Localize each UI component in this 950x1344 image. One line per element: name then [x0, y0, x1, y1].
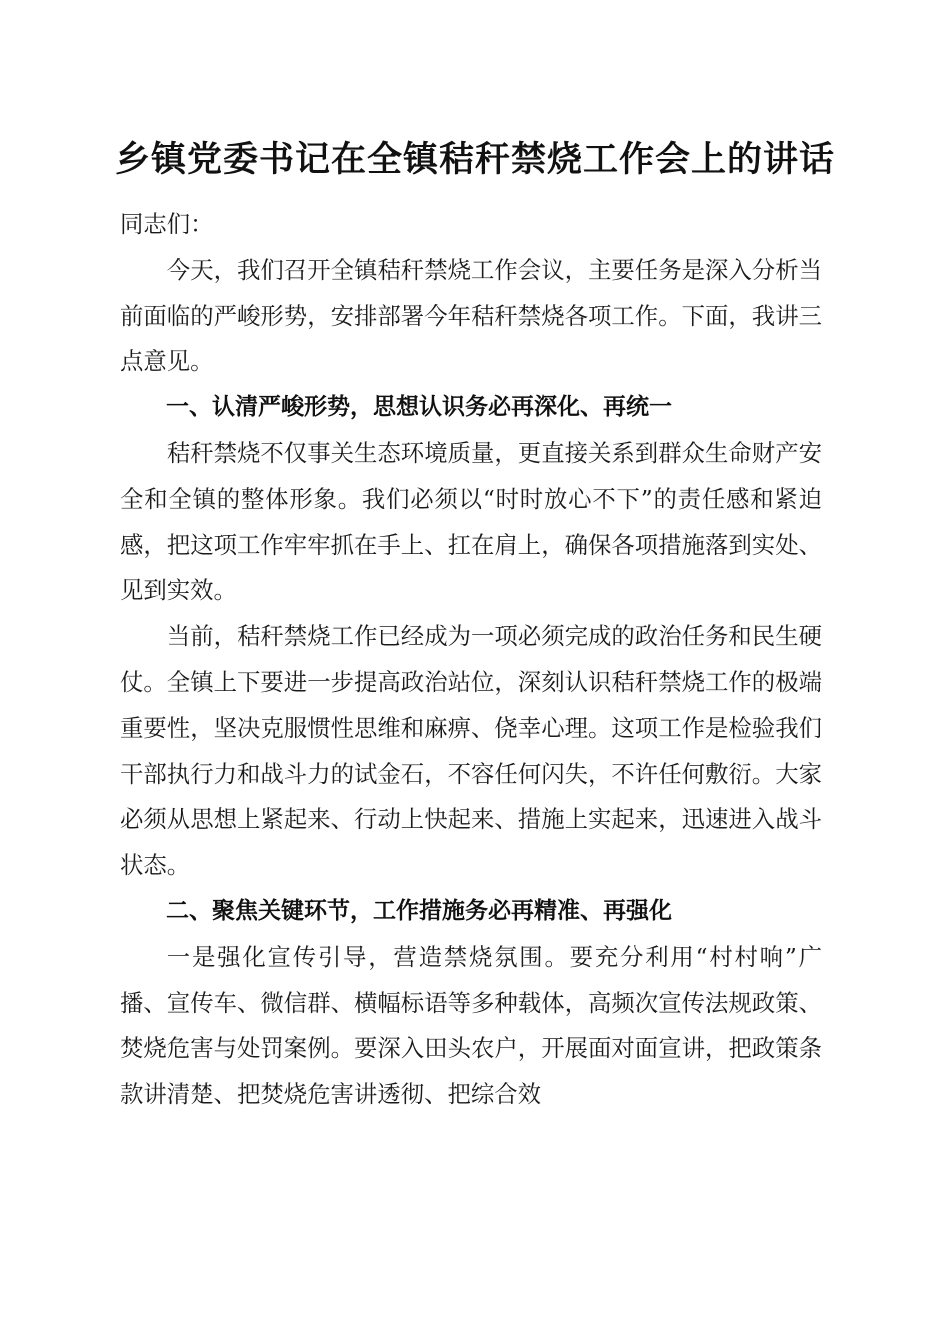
paragraph-section2-a: 一是强化宣传引导，营造禁烧氛围。要充分利用“村村响”广播、宣传车、微信群、横幅标语等多种载体，高频次宣传法规政策、焚烧危害与处罚案例。要深入田头农户，开展面对面宣讲，把政策条款讲清楚、把焚烧危害讲透彻、把综合效 — [120, 942, 822, 1109]
document-body — [120, 202, 822, 1118]
paragraph-section1-b: 当前，秸秆禁烧工作已经成为一项必须完成的政治任务和民生硬仗。全镇上下要进一步提高政治站位，深刻认识秸秆禁烧工作的极端重要性，坚决克服惯性思维和麻痹、侥幸心理。这项工作是检验我们干部执行力和战斗力的试金石，不容任何闪失，不许任何敷衍。大家必须从思想上紧起来、行动上快起来、措施上实起来，迅速进入战斗状态。 — [120, 622, 822, 880]
section-heading-2: 二、聚焦关键环节，工作措施务必再精准、再强化 — [166, 897, 672, 924]
salutation: 同志们： — [120, 210, 214, 238]
paragraph-section1-a: 秸秆禁烧不仅事关生态环境质量，更直接关系到群众生命财产安全和全镇的整体形象。我们必须以“时时放心不下”的责任感和紧迫感，把这项工作牢牢抓在手上、扛在肩上，确保各项措施落到实处、见到实效。 — [120, 438, 822, 605]
paragraph-intro: 今天，我们召开全镇秸秆禁烧工作会议，主要任务是深入分析当前面临的严峻形势，安排部署今年秸秆禁烧各项工作。下面，我讲三点意见。 — [120, 255, 822, 376]
section-heading-1: 一、认清严峻形势，思想认识务必再深化、再统一 — [166, 394, 672, 421]
document-title: 乡镇党委书记在全镇秸秆禁烧工作会上的讲话 — [114, 139, 835, 180]
